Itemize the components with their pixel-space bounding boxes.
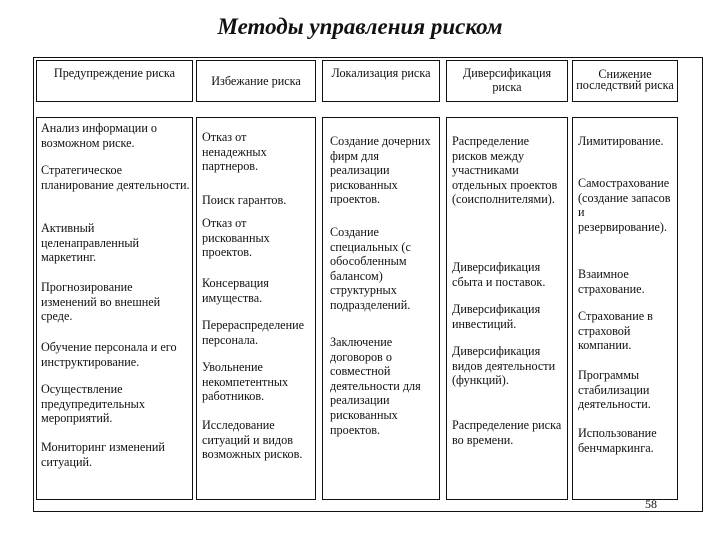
column-header: Локализация риска (322, 60, 440, 102)
list-item: Заключение договоров о совместной деятельности для реализации рискованных проектов. (330, 335, 421, 437)
column-header: Предупреждение риска (36, 60, 193, 102)
list-item: Использование бенчмаркинга. (578, 426, 657, 455)
list-item: Анализ информации о возможном риске. (41, 121, 157, 150)
column-diversification (446, 60, 568, 500)
list-item: Консервация имущества. (202, 276, 269, 305)
list-item: Программы стабилизации деятельности. (578, 368, 651, 412)
list-item: Диверсификация инвестиций. (452, 302, 541, 331)
column-prevention (36, 60, 193, 500)
list-item: Диверсификация сбыта и поставок. (452, 260, 546, 289)
list-item: Исследование ситуаций и видов возможных рисков. (202, 418, 303, 462)
slide-title: Методы управления риском (217, 14, 503, 39)
list-item: Обучение персонала и его инструктирование. (41, 340, 177, 369)
list-item: Отказ от ненадежных партнеров. (202, 130, 267, 174)
column-localization (322, 60, 440, 500)
list-item: Лимитирование. (578, 134, 664, 148)
list-item: Диверсификация видов деятельности (функций). (452, 344, 556, 388)
list-item: Распределение риска во времени. (452, 418, 562, 447)
list-item: Создание специальных (с обособленным балансом) структурных подразделений. (330, 225, 411, 312)
list-item: Распределение рисков между участниками отдельных проектов (соисполнителями). (452, 134, 558, 207)
list-item: Прогнозирование изменений во внешней среде. (41, 280, 161, 324)
list-item: Страхование в страховой компании. (578, 309, 653, 353)
column-header: Диверсификация риска (446, 60, 568, 102)
page-number: 58 (645, 497, 657, 511)
column-header: Снижение последствий риска (572, 60, 678, 102)
list-item: Перераспределение персонала. (202, 318, 305, 347)
list-item: Поиск гарантов. (202, 193, 287, 207)
column-header: Избежание риска (196, 60, 316, 102)
list-item: Мониторинг изменений ситуаций. (41, 440, 165, 469)
list-item: Создание дочерних фирм для реализации рискованных проектов. (330, 134, 431, 207)
list-item: Отказ от рискованных проектов. (202, 216, 270, 260)
column-mitigation (572, 60, 678, 500)
list-item: Увольнение некомпетентных работников. (202, 360, 289, 404)
list-item: Взаимное страхование. (578, 267, 645, 296)
list-item: Стратегическое планирование деятельности. (41, 163, 190, 192)
column-avoidance (196, 60, 316, 500)
list-item: Осуществление предупредительных мероприятий. (41, 382, 145, 426)
list-item: Самострахование (создание запасов и резервирование). (578, 176, 671, 234)
list-item: Активный целенаправленный маркетинг. (41, 221, 140, 265)
